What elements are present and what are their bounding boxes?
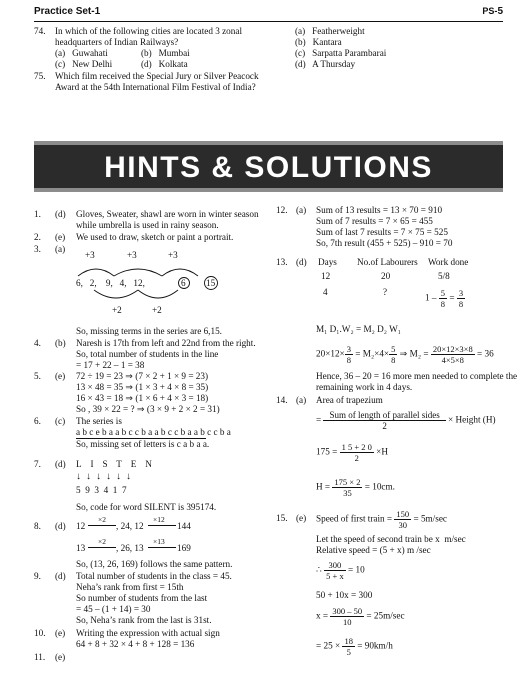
s15-s3-num: 300 – 50 (332, 606, 363, 616)
s3-sequence: 6, 2, 9, 4, 12, (76, 278, 145, 288)
s10-text-1: Writing the expression with actual sign (76, 628, 220, 638)
s13-eq-frac1 (345, 344, 353, 365)
s14-frac-num: Sum of length of parallel sides (323, 410, 445, 421)
s13-one-minus: 1 – (425, 292, 437, 303)
s14-equals: = (316, 414, 322, 425)
s14-a1-tail: ×H (376, 446, 388, 457)
q74-text-2: headquarters of Indian Railways? (55, 37, 179, 47)
s13-eq-part2: = M₂×4× (355, 348, 390, 359)
s9-text-2: Neha’s rank from first = 15th (76, 582, 184, 592)
s8-option: (d) (55, 521, 66, 531)
s8-r1-arrow2 (148, 525, 176, 526)
s7-option: (d) (55, 459, 66, 469)
s8-r2-arrow2 (148, 547, 176, 548)
s6-option: (c) (55, 416, 66, 426)
s15-number: 15. (276, 513, 288, 523)
s15-f1-den: 30 (398, 520, 408, 530)
page-prefix: PS- (482, 6, 498, 16)
s3-plus3-b: +3 (127, 250, 137, 260)
s6-text-3: So, missing set of letters is c a b a a. (76, 439, 210, 449)
s13-row2-days: 4 (323, 287, 328, 297)
s8-r1-op2: ×12 (153, 515, 165, 524)
s15-s3-frac (330, 606, 364, 627)
s4-text-1: Naresh is 17th from left and 22nd from the right. (76, 338, 256, 348)
s14-step2 (316, 477, 395, 498)
s13-f2-num: 3 (458, 288, 464, 298)
q75-number: 75. (34, 71, 46, 81)
s15-text-2: Let the speed of second train be x m/sec (316, 534, 466, 544)
q75-text-1: Which film received the Special Jury or Silver Peacock (55, 71, 259, 81)
s15-step1 (316, 560, 365, 581)
s15-s4-frac (342, 636, 355, 657)
s13-eq-part3: ⇒ M₂ = (399, 348, 429, 359)
arc-top-2 (114, 269, 162, 276)
q74-option-b: (b) Mumbai (141, 48, 190, 58)
s13-text-2: remaining work in 4 days. (316, 382, 413, 392)
s9-text-3: So number of students from the last (76, 593, 208, 603)
s13-text-1: Hence, 36 – 20 = 16 more men needed to complete the (316, 371, 518, 381)
s15-step3 (316, 606, 405, 627)
s8-r1-start: 12 (76, 521, 86, 531)
s15-s3-tail: = 25m/sec (366, 610, 405, 621)
s15-s3-lhs: x = (316, 610, 329, 621)
s15-s3-den: 10 (343, 617, 352, 627)
s14-a2-frac (332, 477, 362, 498)
s8-r1-arrow1 (88, 525, 116, 526)
s15-step4 (316, 636, 393, 657)
s15-s4-tail: = 90km/h (357, 640, 393, 651)
s12-text-3: Sum of last 7 results = 7 × 75 = 525 (316, 227, 448, 237)
s3-option: (a) (55, 244, 66, 254)
s4-option: (b) (55, 338, 66, 348)
banner-title: HINTS & SOLUTIONS (104, 151, 433, 184)
s7-answer: So, code for word SILENT is 395174. (76, 502, 217, 512)
s7-word: L I S T E N (76, 459, 153, 469)
s14-step1 (316, 442, 388, 463)
s13-f1-num: 5 (440, 288, 446, 298)
s15-therefore: ∴ (316, 564, 322, 575)
q74-option-a: (a) Guwahati (55, 48, 108, 58)
s10-number: 10. (34, 628, 46, 638)
s13-row1-work: 5/8 (438, 271, 450, 281)
s15-line1 (316, 509, 447, 530)
s13-eq-f1-den: 8 (346, 355, 351, 365)
s13-eq-f1-num: 3 (346, 344, 351, 354)
header-rule (34, 21, 503, 22)
s13-eq-result: = 36 (477, 348, 494, 359)
s9-text-4: = 45 – (1 + 14) = 30 (76, 604, 151, 614)
s13-eq-part1: 20×12× (316, 348, 345, 359)
s5-option: (e) (55, 371, 66, 381)
s8-answer: So, (13, 26, 169) follows the same pattern. (76, 559, 233, 569)
s6-text-1: The series is (76, 416, 122, 426)
arc-bottom-1 (94, 290, 138, 298)
s13-eq-f3-num: 20×12×3×8 (432, 344, 473, 354)
s14-a2-den: 35 (343, 488, 352, 498)
s13-equals: = (449, 292, 455, 303)
s5-text-3: 16 × 43 = 18 ⇒ (1 × 6 + 4 × 3 = 18) (76, 393, 209, 403)
q75-option-b: (b) Kantara (295, 37, 342, 47)
s5-text-1: 72 ÷ 19 = 23 ⇒ (7 × 2 + 1 × 9 = 23) (76, 371, 209, 381)
s13-f1-den: 8 (440, 299, 446, 309)
s14-number: 14. (276, 395, 288, 405)
s7-arrows: ↓ ↓ ↓ ↓ ↓ ↓ (76, 471, 131, 482)
s8-number: 8. (34, 521, 41, 531)
s13-row1-labourers: 20 (381, 271, 391, 281)
s13-eq-f2-num: 5 (391, 344, 396, 354)
s3-plus3-c: +3 (168, 250, 178, 260)
s9-option: (d) (55, 571, 66, 581)
s13-row1-days: 12 (321, 271, 331, 281)
s8-r1-end: 144 (177, 521, 191, 531)
s8-r2-arrow1 (88, 547, 116, 548)
s15-s4-den: 5 (346, 647, 351, 657)
s15-s1-tail: = 10 (348, 564, 365, 575)
running-header-title: Practice Set-1 (34, 6, 101, 17)
s15-s4-num: 18 (344, 636, 353, 646)
page-number (482, 6, 503, 17)
s9-text-1: Total number of students in the class = 45. (76, 571, 232, 581)
s1-number: 1. (34, 209, 41, 219)
arc-bottom-2 (138, 290, 178, 298)
s9-number: 9. (34, 571, 41, 581)
s8-r2-op2: ×13 (153, 537, 165, 546)
s15-s1-num: 300 (324, 560, 346, 571)
s5-number: 5. (34, 371, 41, 381)
s13-number: 13. (276, 257, 288, 267)
s14-frac (323, 410, 445, 431)
s8-r2-middle: , 26, 13 (116, 543, 144, 553)
s3-circled-6: 6 (181, 278, 186, 288)
s8-r2-end: 169 (177, 543, 191, 553)
s14-a1-frac (340, 442, 374, 463)
s5-text-2: 13 × 48 = 35 ⇒ (1 × 3 + 4 × 8 = 35) (76, 382, 209, 392)
s15-s1-den: 5 + x (326, 571, 344, 581)
s13-row2-labourers: ? (383, 287, 388, 297)
s13-frac-5-8 (439, 288, 447, 309)
s3-plus2-b: +2 (152, 305, 162, 315)
q75-option-a: (a) Featherweight (295, 26, 365, 36)
s8-r2-op1: ×2 (98, 537, 106, 546)
s3-plus2-a: +2 (112, 305, 122, 315)
s12-text-1: Sum of 13 results = 13 × 70 = 910 (316, 205, 443, 215)
s14-a1-num: 1 5 + 2 0 (341, 442, 372, 452)
s15-step2: 50 + 10x = 300 (316, 590, 373, 600)
s14-a1-lhs: 175 = (316, 446, 338, 457)
s6-text-2: a b c e b a a b c c b a a b c c b a a b c c b a (76, 427, 231, 437)
s4-text-2: So, total number of students in the line (76, 349, 219, 359)
s14-frac-den: 2 (382, 421, 387, 431)
s10-text-2: 64 + 8 + 32 × 4 + 8 + 128 = 136 (76, 639, 195, 649)
page-num: 5 (497, 6, 503, 17)
s14-a1-den: 2 (354, 453, 359, 463)
s1-option: (d) (55, 209, 66, 219)
q75-option-d: (d) A Thursday (295, 59, 356, 69)
q74-number: 74. (34, 26, 46, 36)
q74-text-1: In which of the following cities are located 3 zonal (55, 26, 243, 36)
s1-text-1: Gloves, Sweater, shawl are worn in winter season (76, 209, 259, 219)
s13-header-days: Days (318, 257, 337, 267)
s8-r1-middle: , 24, 12 (116, 521, 144, 531)
s15-frac1 (394, 509, 411, 530)
s5-text-4: So , 39 × 22 = ? ⇒ (3 × 9 + 2 × 2 = 31) (76, 404, 220, 414)
s13-eq-frac2 (389, 344, 397, 365)
s3-answer: So, missing terms in the series are 6,15. (76, 326, 222, 336)
s1-text-2: while umbrella is used in rainy season. (76, 220, 219, 230)
s12-option: (a) (296, 205, 307, 215)
s15-text-1-tail: = 5m/sec (413, 513, 447, 524)
s11-number: 11. (34, 652, 46, 662)
s15-option: (e) (296, 513, 307, 523)
s13-header-labourers: No.of Labourers (357, 257, 418, 267)
s13-row2-work (425, 288, 465, 309)
s2-option: (e) (55, 232, 66, 242)
s3-plus3-a: +3 (85, 250, 95, 260)
s10-option: (e) (55, 628, 66, 638)
s2-number: 2. (34, 232, 41, 242)
s13-formula: M₁ D₁.W₂ = M₂ D₂ W₁ (316, 324, 401, 334)
s14-text-1: Area of trapezium (316, 395, 383, 405)
s14-option: (a) (296, 395, 307, 405)
s6-number: 6. (34, 416, 41, 426)
q75-text-2: Award at the 54th International Film Festival of India? (55, 82, 256, 92)
s15-text-3: Relative speed = (5 + x) m /sec (316, 545, 431, 555)
s2-text-1: We used to draw, sketch or paint a portrait. (76, 232, 234, 242)
q74-option-d: (d) Kolkata (141, 59, 188, 69)
hints-solutions-banner (34, 141, 503, 192)
s9-text-5: So, Neha’s rank from the last is 31st. (76, 615, 212, 625)
s13-option: (d) (296, 257, 307, 267)
s13-eq-f2-den: 8 (391, 355, 396, 365)
s14-a2-tail: = 10cm. (364, 481, 395, 492)
arc-top-1 (78, 269, 114, 276)
s15-text-1: Speed of first train = (316, 513, 393, 524)
s8-r1-op1: ×2 (98, 515, 106, 524)
s15-f1-num: 150 (396, 509, 410, 519)
s8-r2-start: 13 (76, 543, 86, 553)
s13-eq-f3-den: 4×5×8 (441, 355, 464, 365)
s12-text-4: So, 7th result (455 + 525) – 910 = 70 (316, 238, 453, 248)
s7-digits: 5 9 3 4 1 7 (76, 485, 127, 495)
s14-a2-lhs: H = (316, 481, 331, 492)
s4-text-3: = 17 + 22 – 1 = 38 (76, 360, 145, 370)
s13-eq-frac3 (431, 344, 475, 365)
s3-number: 3. (34, 244, 41, 254)
q75-option-c: (c) Sarpatta Parambarai (295, 48, 387, 58)
s15-s1-frac (324, 560, 346, 581)
q74-option-c: (c) New Delhi (55, 59, 113, 69)
s15-s4-lhs: = 25 × (316, 640, 341, 651)
s14-a2-num: 175 × 2 (334, 477, 361, 487)
s12-number: 12. (276, 205, 288, 215)
arc-top-3 (162, 269, 198, 276)
s14-height: × Height (H) (448, 414, 496, 425)
s11-option: (e) (55, 652, 66, 662)
s13-frac-3-8 (457, 288, 465, 309)
s13-equation (316, 344, 494, 365)
s3-circled-15: 15 (206, 278, 216, 288)
s4-number: 4. (34, 338, 41, 348)
s13-f2-den: 8 (458, 299, 464, 309)
s14-formula (316, 410, 496, 431)
s7-number: 7. (34, 459, 41, 469)
s12-text-2: Sum of 7 results = 7 × 65 = 455 (316, 216, 433, 226)
s13-header-work: Work done (428, 257, 469, 267)
